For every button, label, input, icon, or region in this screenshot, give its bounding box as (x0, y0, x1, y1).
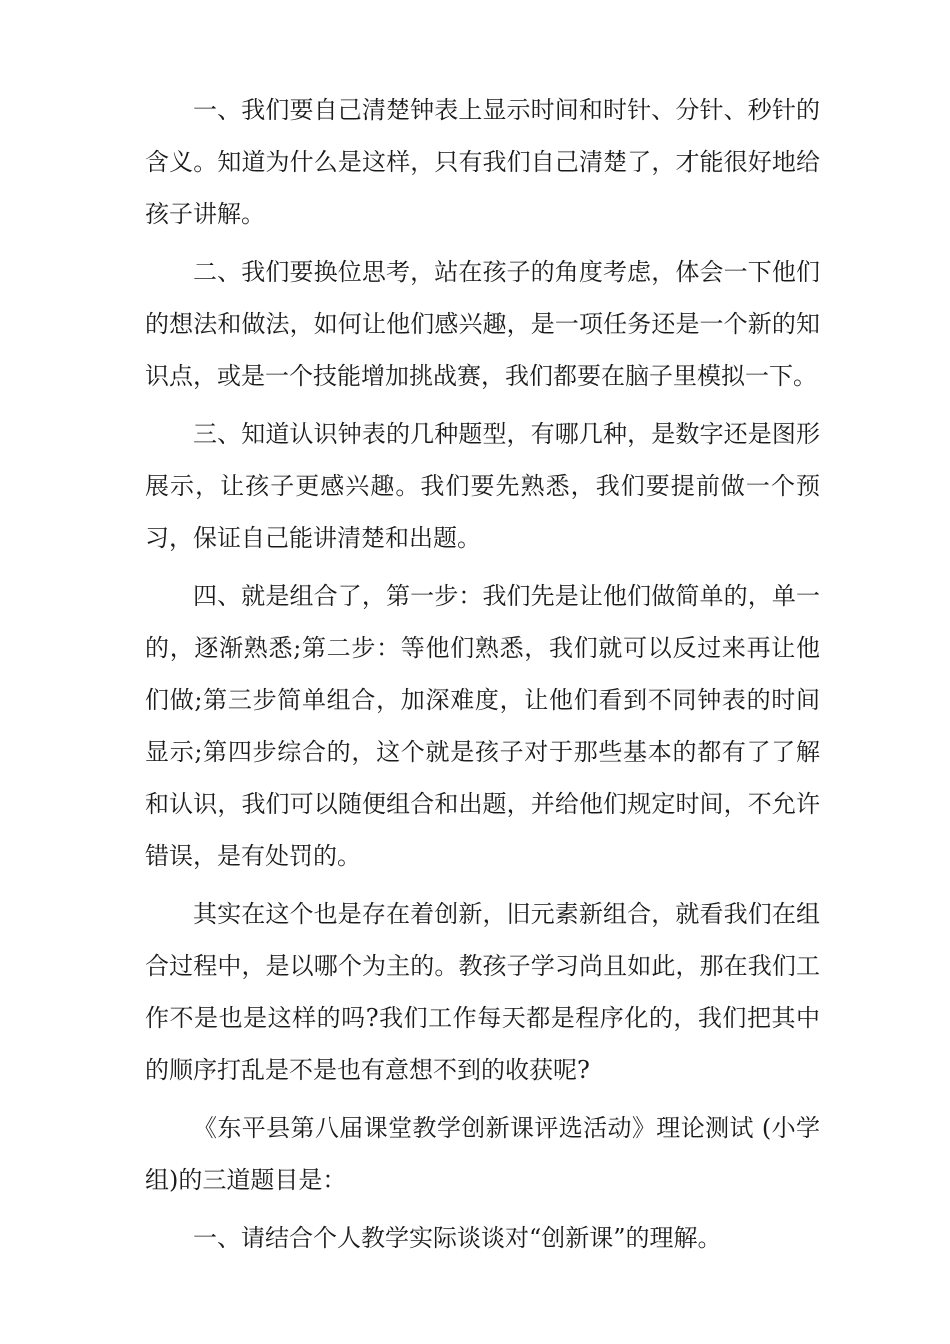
paragraph-5: 其实在这个也是存在着创新，旧元素新组合，就看我们在组合过程中，是以哪个为主的。教孩子学习尚且如此，那在我们工作不是也是这样的吗?我们工作每天都是程序化的，我们把其中的顺序打乱是不是也有意想不到的收获呢? (145, 900, 820, 1084)
paragraph-6: 《东平县第八届课堂教学创新课评选活动》理论测试 (小学组)的三道题目是： (145, 1114, 820, 1194)
paragraph-7: 一、请结合个人教学实际谈谈对“创新课”的理解。 (193, 1224, 722, 1252)
paragraph-1: 一、我们要自己清楚钟表上显示时间和时针、分针、秒针的含义。知道为什么是这样，只有我们自己清楚了，才能很好地给孩子讲解。 (145, 96, 820, 228)
document-body (145, 84, 820, 1270)
paragraph-2: 二、我们要换位思考，站在孩子的角度考虑，体会一下他们的想法和做法，如何让他们感兴趣，是一项任务还是一个新的知识点，或是一个技能增加挑战赛，我们都要在脑子里模拟一下。 (145, 258, 820, 390)
paragraph-4: 四、就是组合了，第一步：我们先是让他们做简单的，单一的，逐渐熟悉;第二步：等他们熟悉，我们就可以反过来再让他们做;第三步简单组合，加深难度，让他们看到不同钟表的时间显示;第四步综合的，这个就是孩子对于那些基本的都有了了解和认识，我们可以随便组合和出题，并给他们规定时间，不允许错误，是有处罚的。 (145, 582, 820, 870)
paragraph-3: 三、知道认识钟表的几种题型，有哪几种，是数字还是图形展示，让孩子更感兴趣。我们要先熟悉，我们要提前做一个预习，保证自己能讲清楚和出题。 (145, 420, 820, 552)
